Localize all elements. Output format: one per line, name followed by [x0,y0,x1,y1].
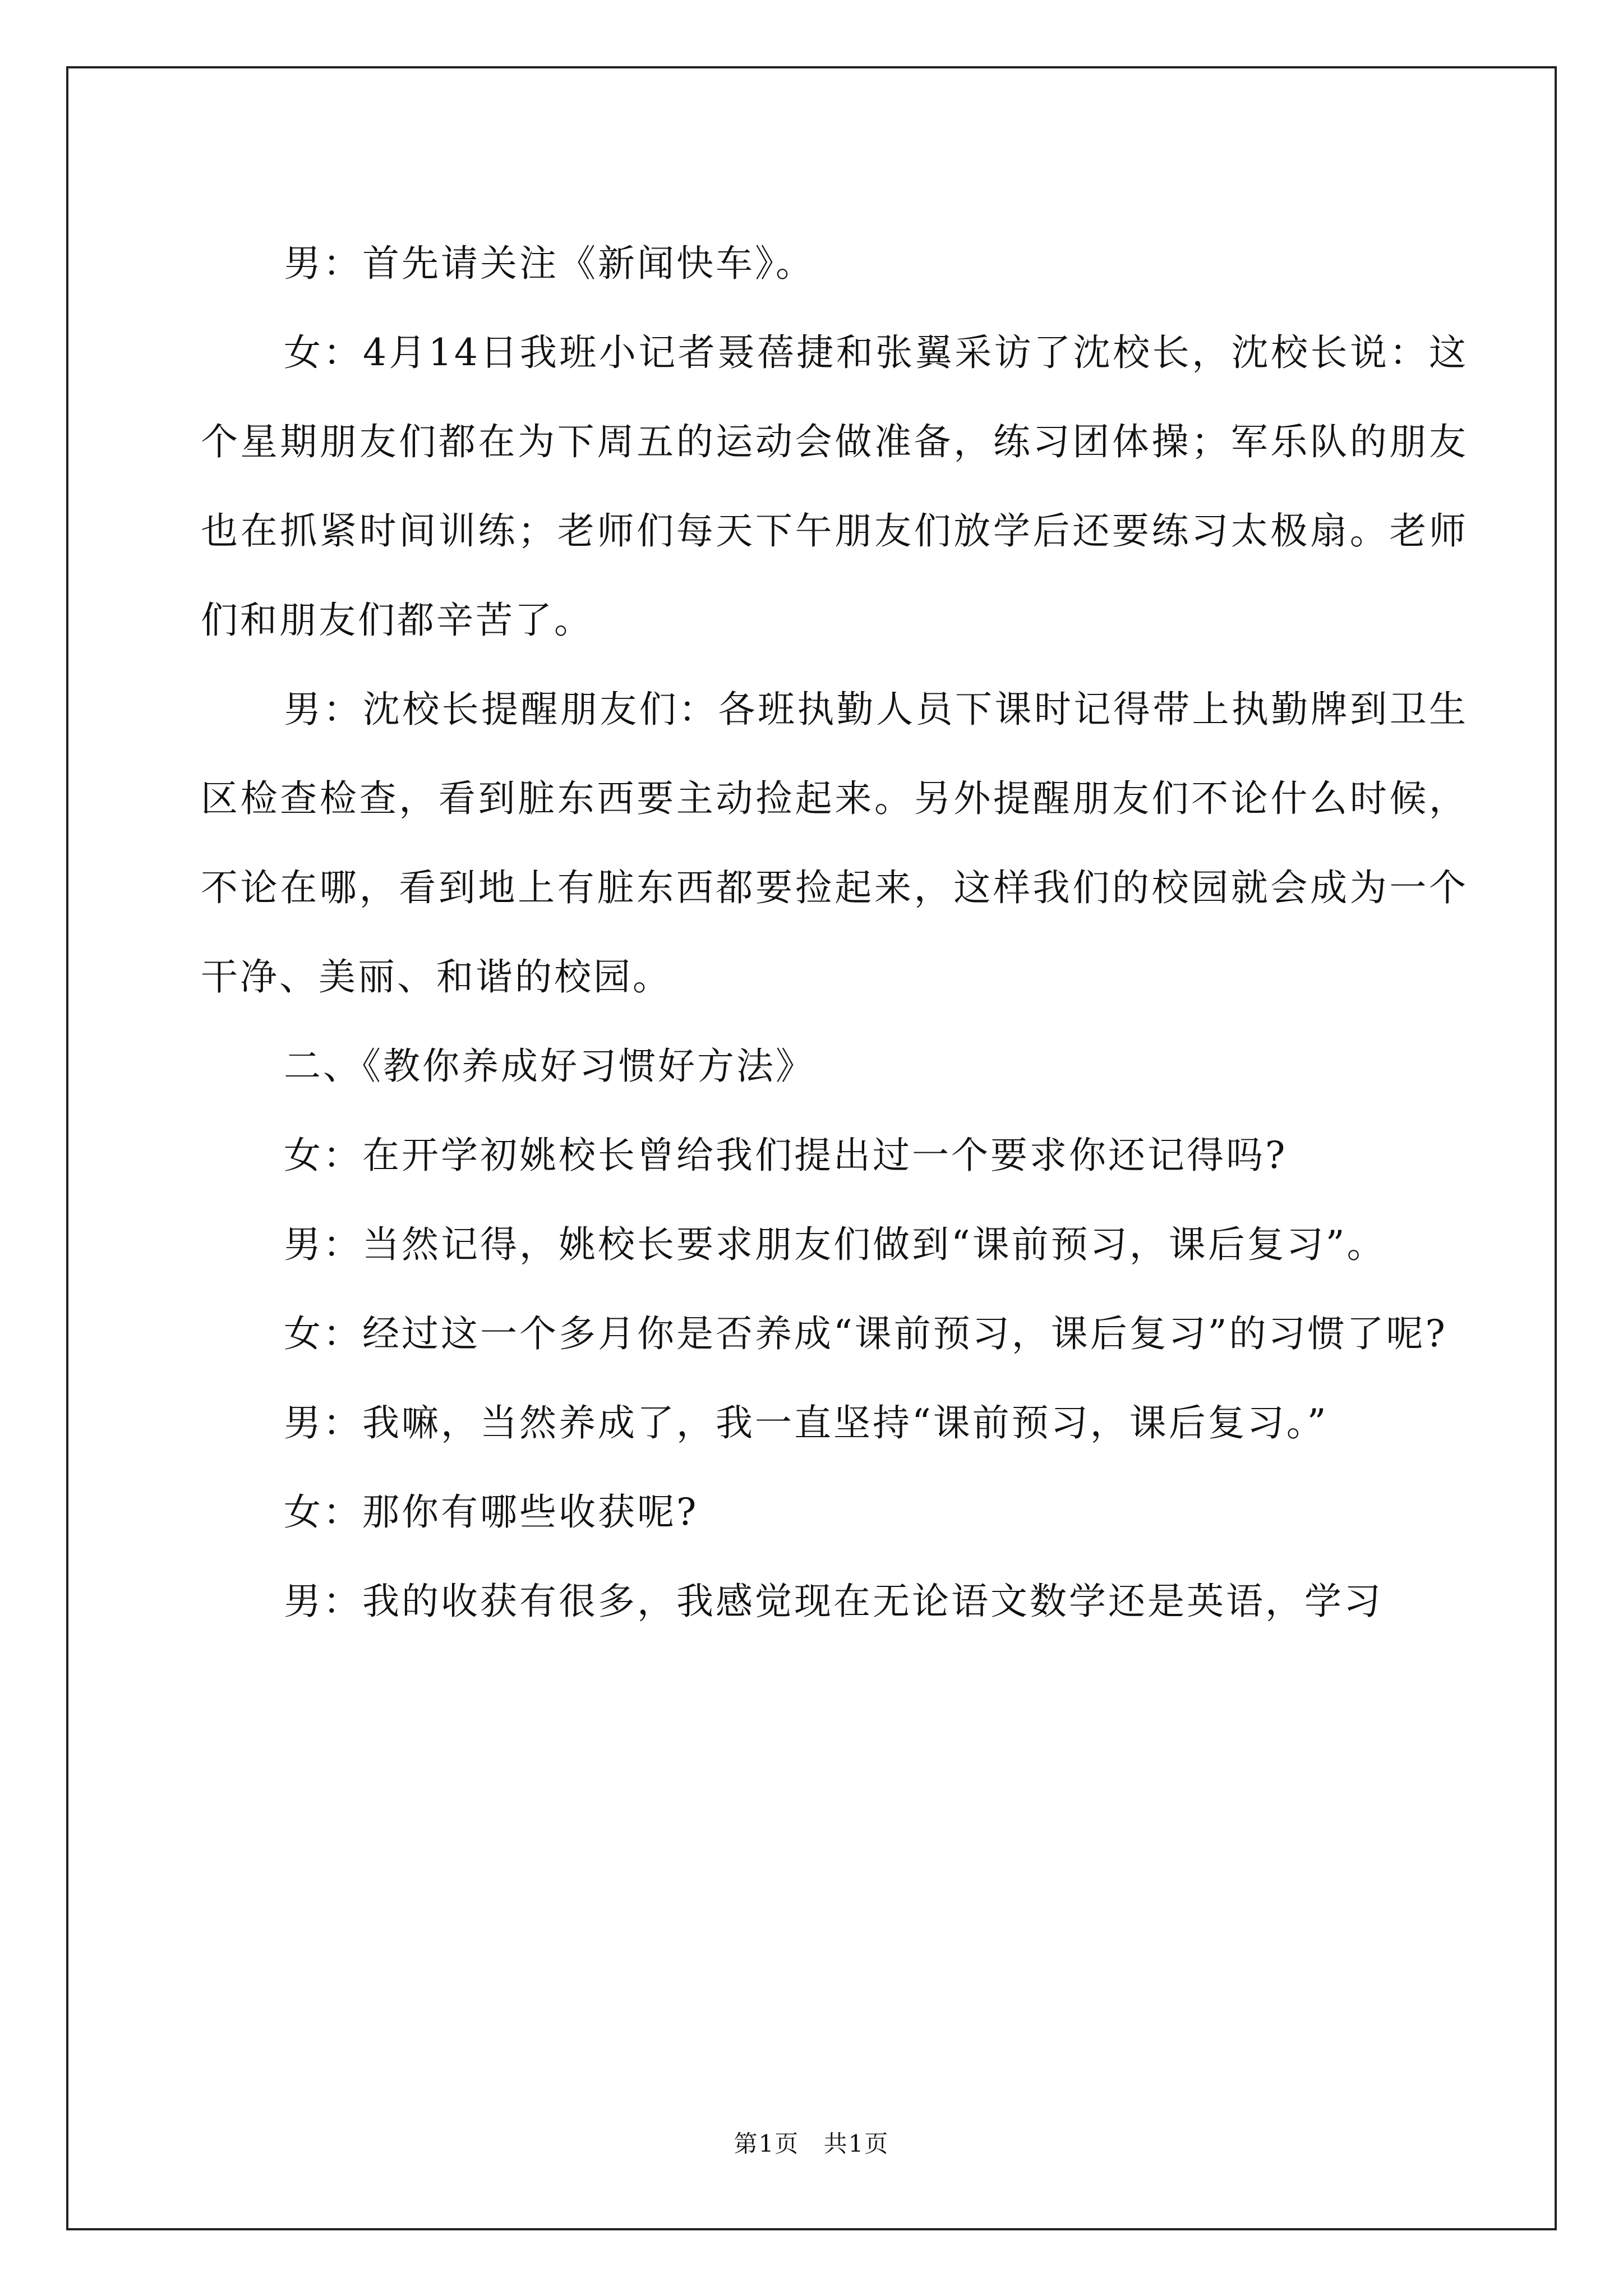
paragraph: 男：首先请关注《新闻快车》。 [284,242,815,285]
paragraph: 女：那你有哪些收获呢? [284,1490,699,1534]
paragraph: 男：当然记得，姚校长要求朋友们做到“课前预习，课后复习”。 [284,1223,1386,1266]
paragraph: 男：沈校长提醒朋友们：各班执勤人员下课时记得带上执勤牌到卫生区检查检查，看到脏东西要主动捡起来。另外提醒朋友们不论什么时候，不论在哪，看到地上有脏东西都要捡起来，这样我们的校园就会成为一个干净、美丽、和谐的校园。 [201,688,1468,999]
paragraph: 女：在开学初姚校长曾给我们提出过一个要求你还记得吗? [284,1134,1288,1177]
paragraph: 女：4月14日我班小记者聂蓓捷和张翼采访了沈校长，沈校长说：这个星期朋友们都在为下周五的运动会做准备，练习团体操；军乐队的朋友也在抓紧时间训练；老师们每天下午朋友们放学后还要练习太极扇。老师们和朋友们都辛苦了。 [201,331,1468,642]
paragraph: 二、《教你养成好习惯好方法》 [284,1045,815,1088]
page-total: 共1页 [823,2130,889,2157]
paragraph: 男：我的收获有很多，我感觉现在无论语文数学还是英语，学习 [284,1580,1383,1623]
page-footer [0,2127,1623,2161]
paragraph: 女：经过这一个多月你是否养成“课前预习，课后复习”的习惯了呢? [284,1312,1447,1355]
document-body [201,219,1468,1646]
page-number: 第1页 [734,2130,800,2157]
paragraph: 男：我嘛，当然养成了，我一直坚持“课前预习，课后复习。” [284,1401,1329,1444]
